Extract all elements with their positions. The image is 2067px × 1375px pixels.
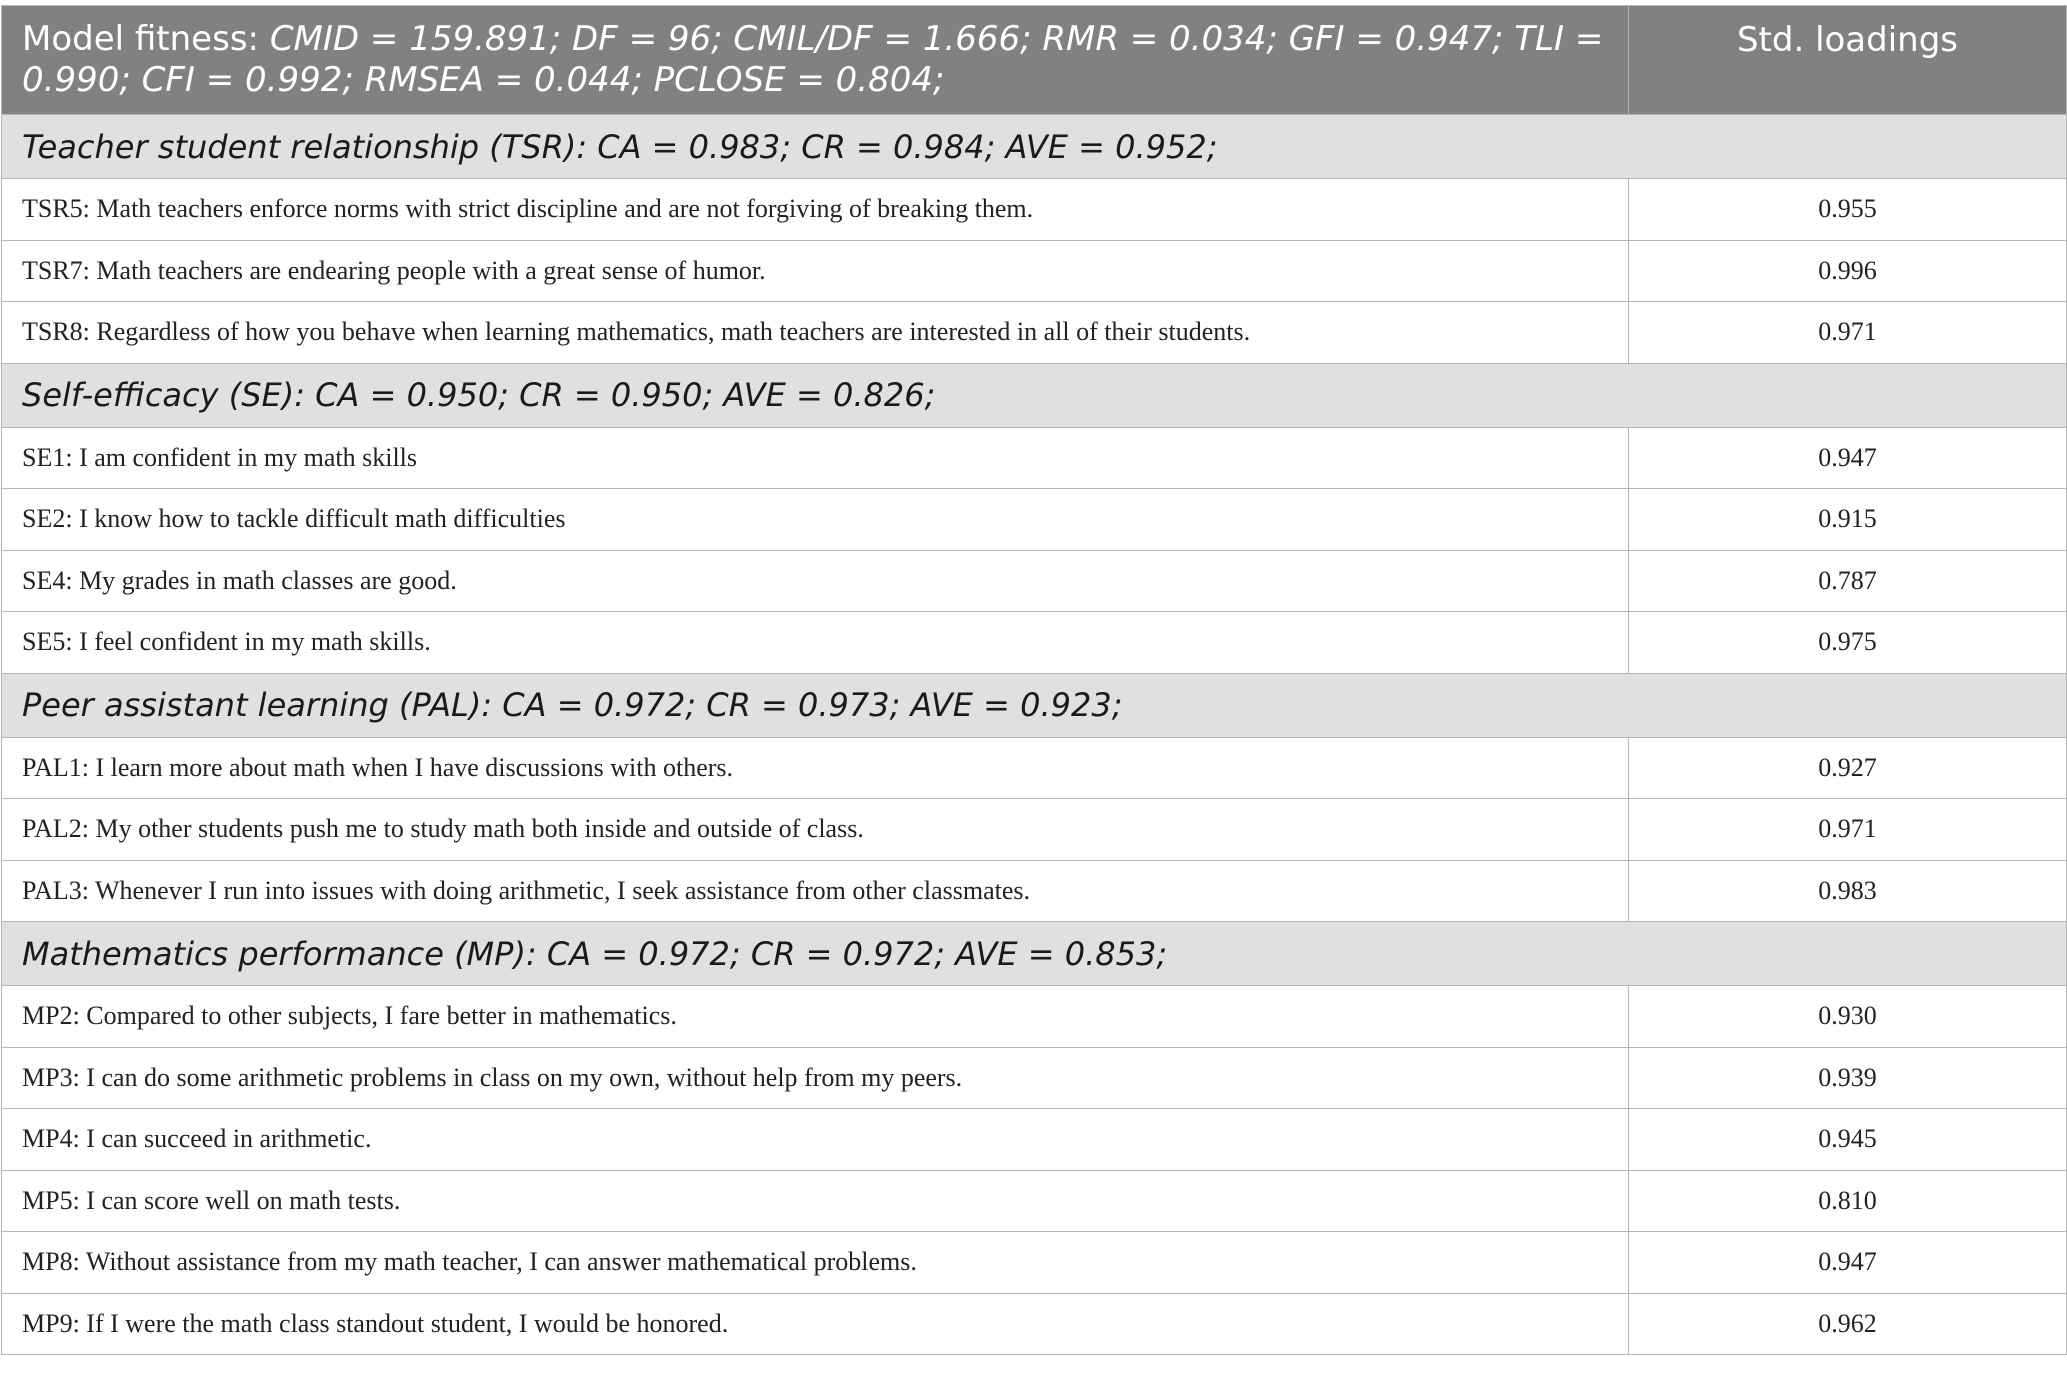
table-row — [2, 799, 2067, 861]
section-title: Self-efficacy (SE): CA = 0.950; CR = 0.950; AVE = 0.826; — [2, 363, 2067, 427]
item-loading: 0.915 — [1629, 489, 2067, 551]
item-text: TSR7: Math teachers are endearing people with a great sense of humor. — [2, 240, 1629, 302]
table-row — [2, 1170, 2067, 1232]
item-text: MP5: I can score well on math tests. — [2, 1170, 1629, 1232]
model-fitness-label: Model fitness: — [22, 19, 259, 59]
std-loadings-header: Std. loadings — [1629, 6, 2067, 115]
item-text: MP3: I can do some arithmetic problems in class on my own, without help from my peers. — [2, 1047, 1629, 1109]
item-text: PAL3: Whenever I run into issues with doing arithmetic, I seek assistance from other classmates. — [2, 860, 1629, 922]
item-loading: 0.955 — [1629, 179, 2067, 241]
item-loading: 0.810 — [1629, 1170, 2067, 1232]
item-loading: 0.962 — [1629, 1293, 2067, 1355]
item-text: MP9: If I were the math class standout student, I would be honored. — [2, 1293, 1629, 1355]
section-row — [2, 363, 2067, 427]
item-loading: 0.787 — [1629, 550, 2067, 612]
item-loading: 0.975 — [1629, 612, 2067, 674]
table-row — [2, 1293, 2067, 1355]
section-row — [2, 922, 2067, 986]
section-row — [2, 115, 2067, 179]
table-row — [2, 1047, 2067, 1109]
item-text: MP2: Compared to other subjects, I fare better in mathematics. — [2, 986, 1629, 1048]
item-loading: 0.939 — [1629, 1047, 2067, 1109]
table-row — [2, 240, 2067, 302]
item-text: SE5: I feel confident in my math skills. — [2, 612, 1629, 674]
table-row — [2, 427, 2067, 489]
item-loading: 0.983 — [1629, 860, 2067, 922]
table-row — [2, 986, 2067, 1048]
section-title: Teacher student relationship (TSR): CA = 0.983; CR = 0.984; AVE = 0.952; — [2, 115, 2067, 179]
item-text: SE2: I know how to tackle difficult math difficulties — [2, 489, 1629, 551]
item-loading: 0.930 — [1629, 986, 2067, 1048]
item-text: TSR5: Math teachers enforce norms with strict discipline and are not forgiving of breaking them. — [2, 179, 1629, 241]
item-loading: 0.996 — [1629, 240, 2067, 302]
table-row — [2, 737, 2067, 799]
item-text: MP4: I can succeed in arithmetic. — [2, 1109, 1629, 1171]
table-row — [2, 550, 2067, 612]
table-row — [2, 302, 2067, 364]
section-row — [2, 673, 2067, 737]
table-body — [2, 115, 2067, 1355]
section-title: Mathematics performance (MP): CA = 0.972; CR = 0.972; AVE = 0.853; — [2, 922, 2067, 986]
item-loading: 0.971 — [1629, 799, 2067, 861]
model-fitness-header — [2, 6, 1629, 115]
table-row — [2, 612, 2067, 674]
header-row — [2, 6, 2067, 115]
item-loading: 0.927 — [1629, 737, 2067, 799]
item-text: SE4: My grades in math classes are good. — [2, 550, 1629, 612]
item-text: SE1: I am confident in my math skills — [2, 427, 1629, 489]
item-loading: 0.947 — [1629, 427, 2067, 489]
item-loading: 0.945 — [1629, 1109, 2067, 1171]
model-fitness-stats: CMID = 159.891; DF = 96; CMIL/DF = 1.666; RMR = 0.034; GFI = 0.947; TLI = 0.990; CFI = 0.992; RMSEA = 0.044; PCLOSE = 0.804; — [22, 19, 1604, 100]
table-row — [2, 489, 2067, 551]
item-text: TSR8: Regardless of how you behave when learning mathematics, math teachers are interested in all of their students. — [2, 302, 1629, 364]
section-title: Peer assistant learning (PAL): CA = 0.972; CR = 0.973; AVE = 0.923; — [2, 673, 2067, 737]
table-row — [2, 179, 2067, 241]
item-text: PAL2: My other students push me to study math both inside and outside of class. — [2, 799, 1629, 861]
item-text: PAL1: I learn more about math when I have discussions with others. — [2, 737, 1629, 799]
item-loading: 0.971 — [1629, 302, 2067, 364]
table-row — [2, 1232, 2067, 1294]
table-row — [2, 1109, 2067, 1171]
table-row — [2, 860, 2067, 922]
item-text: MP8: Without assistance from my math teacher, I can answer mathematical problems. — [2, 1232, 1629, 1294]
loadings-table — [1, 5, 2067, 1355]
item-loading: 0.947 — [1629, 1232, 2067, 1294]
